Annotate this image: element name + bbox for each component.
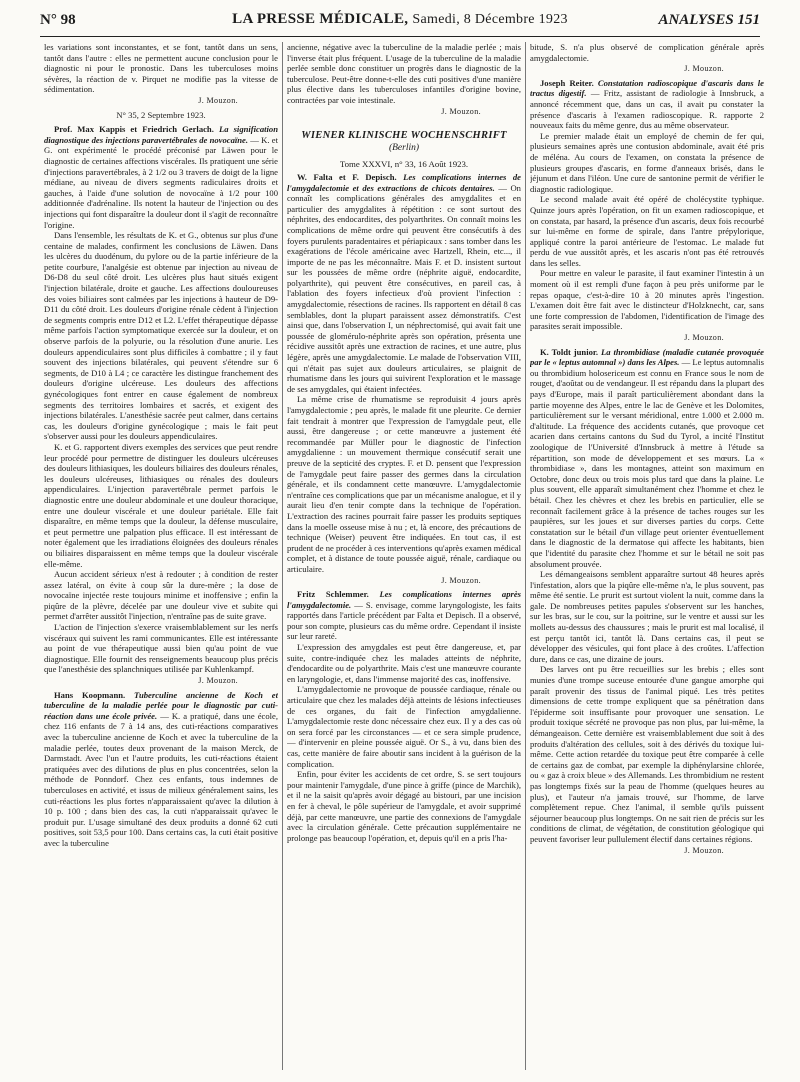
article-lead	[530, 78, 764, 131]
column-rule	[525, 42, 526, 1070]
issue-dateline: N° 35, 2 Septembre 1923.	[116, 109, 206, 120]
paragraph: — Le leptus automnalis ou thrombidium holosericeum est connu en France sous le nom de rouget, d'aoûtat ou de vendangeur. Il est répandu dans la plupart des pays d'Europe, mais il paraît particulièrement abondant dans la partie moyenne des Alpes, entre le lac de Genève et les Dolomites, particulièrement sur le versant méridional, entre 1.000 et 2.000 m. d'altitude. La fréquence des accidents cutanés, que provoque cet acarien dans certains cantons du Sud du Tyrol, a incité l'Institut zoologique de l'Université d'Innsbruck à mettre à l'étude sa répartition, son mode de développement et ses mœurs. La « thrombidiase », dans les montagnes, atteint son maximum en Octobre, donc deux ou trois mois plus tard que dans la plaine. Le plus souvent, elle apparaît simultanément chez l'homme et chez le bétail. Chez les chèvres et chez les brebis en particulier, elle se reconnaît facilement grâce à la présence de taches rouges sur les paupières, sur les joues et sur diverses parties du corps. Cette constatation sur le bétail d'un village peut orienter éventuellement dans le diagnostic de la dermatose qui affecte les habitants, bien que l'identité du parasite chez l'homme et sur le bétail ne soit pas absolument prouvée.	[530, 357, 764, 569]
paragraph: L'action de l'injection s'exerce vraisemblablement sur les nerfs viscéraux qui suivent les rami communicantes. Elle est intéressante au point de vue thérapeutique aussi bien qu'au point de vue diagnostique. Elle fournit des renseignements beaucoup plus précis que l'anesthésie des splanchniques utilisée par Kuhlenkampf.	[44, 622, 278, 675]
article-author: Hans Koopmann.	[54, 689, 126, 700]
page-header	[40, 10, 760, 37]
article-title: Les complications internes de l'amygdalectomie et des extractions de chicots dentaires.	[287, 171, 521, 193]
article-lead	[44, 690, 278, 849]
article-title: La thrombidiase (maladie cutanée provoquée par le « leptus automnal ») dans les Alpes.	[530, 346, 764, 368]
issue-dateline: Tome XXXVI, n° 33, 16 Août 1923.	[339, 159, 469, 170]
column-1	[44, 42, 278, 1072]
signature: J. Mouzon.	[441, 106, 481, 116]
paragraph: Le second malade avait été opéré de cholécystite typhique. Quinze jours après l'opération, on fit un examen radioscopique, et on constata, par hasard, la présence d'un ascaris, deux fois recourbé sur lui-même en forme de spirale, dans l'antre prépylorique, appliqué contre la paroi antérieure de l'estomac. Le malade fut perdu de vue aussitôt après, et les ascaris n'ont pas été retrouvés dans les selles.	[530, 194, 764, 268]
paragraph: Enfin, pour éviter les accidents de cet ordre, S. se sert toujours pour maintenir l'amygdale, d'une pince à griffe (pince de Marchik), et il ne la saisit qu'après avoir dégagé au bistouri, par une incision en fer à cheval, le pôle supérieur de l'amygdale, et avoir supprimé déjà, par cette manœuvre, une partie des connexions de l'amygdale avec la circulation générale. Cette précaution supplémentaire ne prolonge pas beaucoup l'opération, et, depuis qu'il en a pris l'ha-	[287, 769, 521, 843]
paragraph: bitude, S. n'a plus observé de complication générale après amygdalectomie.	[530, 42, 764, 63]
paragraph: L'expression des amygdales est peut être dangereuse, et, par suite, contre-indiquée chez les malades atteints de néphrite, d'endocardite ou de polyarthrite. Mais c'est une manœuvre courante en laryngologie, et, dans l'immense majorité des cas, inoffensive.	[287, 642, 521, 684]
masthead	[40, 11, 760, 28]
issue-date: Samedi, 8 Décembre 1923	[412, 12, 568, 27]
article-lead	[44, 124, 278, 230]
journal-heading: WIENER KLINISCHE WOCHENSCHRIFT	[301, 130, 507, 142]
article-title: La signification diagnostique des injections paravertébrales de novocaïne.	[44, 124, 278, 145]
paragraph: Dans l'ensemble, les résultats de K. et G., obtenus sur plus d'une centaine de malades, confirment les conclusions de Läwen. Dans les ulcères du duodénum, du pylore ou de la partie inférieure de la petite courbure, l'analgésie est obtenue par injection au niveau de D6-D8 du seul côté droit. Les ulcères plus haut situés exigent l'injection bilatérale, droite et gauche. Les affections douloureuses des voies biliaires sont calmées par les injections à hauteur de D9-D11 du côté droit. Les douleurs d'origine rénale cèdent à l'injection de segments compris entre D12 et L2. L'effet thérapeutique dépasse même parfois l'action symptomatique exercée sur la douleur, et on observe parfois de la polyurie, ou la résolution d'une anurie. Les douleurs appendiculaires sont plus difficiles à combattre ; il y faut souvent des injections bilatérales, qui peuvent s'étendre sur 6 segments, de D10 à L4 ; ce caractère les distingue franchement des douleurs d'origine ulcéreuse. Les douleurs des affections gynécologiques font entrer en cause également de nombreux segments des territoires lombaires et sacrés, et exigent des injections bilatérales. L'anesthésie sacrée peut calmer, dans certains cas, les douleurs d'origine gynécologique ; mais le fait peut s'observer aussi pour les douleurs appendiculaires.	[44, 230, 278, 442]
paragraph: Le premier malade était un employé de chemin de fer qui, plusieurs semaines après une contusion abdominale, avait été pris de méléna. Au cours de l'examen, on constata la présence de plusieurs groupes d'ascaris, en forme d'anneaux brisés, dans le jéjunum et dans l'iléon. Une cure de santonine permit de vérifier le diagnostic radiologique.	[530, 130, 764, 194]
article	[530, 347, 764, 857]
signature: J. Mouzon.	[441, 575, 481, 585]
article-author: Joseph Reiter.	[540, 77, 594, 88]
paragraph: Pour mettre en valeur le parasite, il faut examiner l'intestin à un moment où il est rempli d'une façon à peu près uniforme par le repas opaque, c'est-à-dire 10 à 20 minutes après l'ingestion. L'examen doit être fait avec le distincteur d'Holzknecht, car, sans une forte compression de l'abdomen, l'identification de l'image des parasites serait impossible.	[530, 268, 764, 332]
column-3	[530, 42, 764, 1072]
journal-name: LA PRESSE MÉDICALE,	[232, 11, 409, 27]
paragraph: L'amygdalectomie ne provoque de poussée cardiaque, rénale ou articulaire que chez les malades déjà atteints de lésions infectieuses de ces organes, du fait de l'infection amygdalienne. L'amygdalectomie reste donc nécessaire chez eux. Il y a des cas où on sera forcé par les circonstances — et ce sera simple prudence, — d'intervenir en pleine poussée aiguë. Or S., à vu, dans bien des cas, cette manière de faire aboutir sans incident à la guérison de la complication.	[287, 684, 521, 769]
signature: J. Mouzon.	[684, 64, 724, 74]
article-title: Constatation radioscopique d'ascaris dans le tractus digestif.	[530, 77, 764, 99]
section-label	[658, 12, 760, 29]
article-author: Fritz Schlemmer.	[297, 589, 369, 600]
page-number: N° 98	[40, 12, 76, 28]
column-rule	[282, 42, 283, 1070]
paragraph: les variations sont inconstantes, et se font, tantôt dans un sens, tantôt dans l'autre : elles ne permettent aucune conclusion pour le diagnostic ni pour le pronostic. Dans les tuberculoses moins sévères, la réaction de v. Pirquet ne modifie pas la vitesse de sédimentation.	[44, 42, 278, 95]
folio: 151	[737, 12, 760, 28]
article	[287, 172, 521, 586]
paragraph: ancienne, négative avec la tuberculine de la maladie perlée ; mais l'inverse était plus fréquent. L'usage de la tuberculine de la maladie perlée semble donc constituer un progrès dans le diagnostic de la tuberculose. Peut-être donne-t-elle des cuti positives d'une manière plus élective dans les tuberculoses infantiles d'origine bovine, contractées par voie intestinale.	[287, 42, 521, 105]
paragraph: Les démangeaisons semblent apparaître surtout 48 heures après l'infestation, alors que la piqûre elle-même n'a, le plus souvent, pas même été sentie. Le prurit est surtout violent la nuit, comme dans la gale. De nombreuses petites papules s'observent sur les hanches, sur les bras, sur le cou, sur la poitrine, sur le ventre et aussi sur les mollets au-dessus des chaussures ; mais le prurit est mal localisé, il est perçu tantôt ici, tantôt là. Dans certains cas, il peut se développer des vésicules, qui font place à des croûtes. L'affection dure, dans ce cas, une dizaine de jours.	[530, 569, 764, 664]
article-title: Tuberculine ancienne de Koch et tuberculine de la maladie perlée pour le diagnostic par cuti-réaction dans une école privée.	[44, 689, 278, 721]
paragraph: La même crise de rhumatisme se reproduisit 4 jours après l'amygdalectomie ; peu après, le malade fit une pleurite. Ce dernier fait tendrait à montrer que l'expression de l'amygdale peut, elle aussi, être dangereuse ; or cette manœuvre a justement été recommandée par Müller pour le diagnostic de l'infection amygdalienne : un mouvement thermique consécutif serait une preuve de la septicité des cryptes. F. et D. pensent que l'expression de l'amygdale peut faire passer des germes dans la circulation générale, et ils condamnent cette manœuvre. L'amygdalectomie n'entraîne ces complications que par un mécanisme analogue, et il y aurait lieu d'en tenir compte dans la technique de l'opération. L'extraction des racines pourrait faire passer les produits septiques dans la moelle osseuse mise à nu ; et, là encore, des précautions de technique (Weiser) peuvent être indiquées. En tout cas, il est prudent de ne procéder à ces interventions qu'après examen médical complet, et à distance de toute poussée aiguë, rénale, cardiaque ou articulaire.	[287, 394, 521, 574]
paragraph: — S. envisage, comme laryngologiste, les faits rapportés dans l'article précédent par Falta et Depisch. Il a observé, pour son compte, plusieurs cas du même ordre. Cependant il insiste sur leur rareté.	[287, 599, 521, 642]
signature: J. Mouzon.	[198, 95, 238, 105]
paragraph: Des larves ont pu être recueillies sur les brebis ; elles sont munies d'une trompe suceuse entourée d'une gangue amorphe qui paraît provenir des tissus de l'animal piqué. Les très petites dimensions de cette trompe expliquent que sa pénétration dans l'épiderme soit insuffisante pour provoquer une sensation. Le produit toxique sécrété ne provoque pas non plus, par lui-même, la démangeaison. Cette dernière est vraisemblablement due soit à des produits d'altération des cellules, soit à des dérivés du toxique lui-même. Cette action retardée du toxique peut être comparée à celle de certains gaz de combat, par exemple la diphénylarsine chlorée, ou « gaz à croix bleue » des Allemands. Les thrombidium ne restent pas longtemps fixés sur la peau de l'homme (quelques heures au plus), et l'auteur n'a jamais trouvé, sur l'homme, de larve complètement repue. Chez l'animal, il semble qu'ils puissent séjourner beaucoup plus longtemps. On ne sait rien de précis sur les conditions de climat, de végétation, de constitution géologique qui peuvent favoriser leur pullulement électif dans certaines régions.	[530, 664, 764, 844]
article-author: K. Toldt junior.	[540, 346, 599, 357]
paragraph: — On connaît les complications générales des amygdalites et en particulier des amygdalites à répétition : ce sont surtout des néphrites, des endocardites, des polyarthrites. On connaît moins les complications de même ordre qui peuvent être consécutifs à des foyers purulents paradentaires et périapicaux : sans tomber dans les exagérations de l'école américaine avec Hartzell, Rhein, etc..., il importe de ne pas les méconnaître. Mais F. et D. insistent surtout sur les poussées de même ordre (néphrite aiguë, endocardite, polyarthrite), qui peuvent être consécutives, en pareil cas, à l'ablation des foyers infectieux d'où provient l'infection : amygdalectomie, résections de racines. Ils rapportent en détail 8 cas semblables, dont la plupart paraissent assez démonstratifs. C'est ainsi que, dans l'observation I, un néphrectomisé, qui avait fait une poussée de glomérulo-néphrite après son opération, présenta une récidive aussitôt après une extraction de racines, et une autre, plus légère, après une amygdalectomie. Le malade de l'observation VIII, qui n'était pas sujet aux douleurs articulaires, se plaignit de rhumatisme dans les jours qui suivirent l'exploration et le massage de ses amygdales, qui étaient infectées.	[287, 182, 521, 394]
column-2	[287, 42, 521, 1072]
article-lead	[287, 589, 521, 642]
paragraph: — Fritz, assistant de radiologie à Innsbruck, a annoncé récemment que, dans un cas, il avait pu constater la présence d'ascaris à l'examen radioscopique. R. rapporte 2 nouveaux faits du même genre, dus au même observateur.	[530, 88, 764, 131]
journal-city: (Berlin)	[388, 142, 420, 153]
paragraph: — K. et G. ont expérimenté le procédé préconisé par Läwen pour le diagnostic de certaines affections viscérales. Ils pratiquent une série d'injections paravertébrales, à 2 1/2 ou 3 travers de doigt de la ligne médiane, au niveau de divers segments radiculaires droits et gauches, à l'aide d'une solution de novocaïne à 1/2 pour 100 additionnée d'adrénaline. Ils notent la hauteur de l'injection ou des injections qui font disparaître la douleur dont il s'agit de reconnaître l'origine.	[44, 134, 278, 230]
article-author: Prof. Max Kappis et Friedrich Gerlach.	[54, 124, 214, 135]
article	[530, 78, 764, 344]
section-name: ANALYSES	[658, 12, 734, 28]
signature: J. Mouzon.	[198, 676, 238, 686]
article-title: Les complications internes après l'amygdalectomie.	[287, 589, 521, 610]
article	[44, 124, 278, 686]
article	[287, 589, 521, 843]
signature: J. Mouzon.	[684, 333, 724, 343]
paragraph: — K. a pratiqué, dans une école, chez 116 enfants de 7 à 14 ans, des cuti-réactions comparatives avec la tuberculine ancienne de Koch et avec la tuberculine de la maladie perlée, toutes deux provenant de la maison Merck, de Darmstadt. Avec l'un et l'autre produits, les cuti-réactions étaient pratiquées avec des dilutions de plus en plus concentrées, selon la méthode de Ponndorf. Chez ces enfants, tous indemnes de tuberculoses en activité, et issus de milieux généralement sains, les cuti-réactions les plus fortes n'apparaissaient qu'avec la dilution à 10 p. 100 ; dans bien des cas, la cuti n'apparaissait qu'avec le produit pur. L'usage simultané des deux produits a donné 62 cuti positives, soit 53,5 pour 100. Dans certains cas, la cuti était positive avec la tuberculine	[44, 710, 278, 848]
article-lead	[530, 347, 764, 569]
signature: J. Mouzon.	[684, 845, 724, 855]
article-author: W. Falta et F. Depisch.	[297, 171, 397, 182]
paragraph: K. et G. rapportent divers exemples des services que peut rendre leur procédé pour permettre de distinguer les douleurs ulcéreuses des douleurs lithiasiques, les douleurs biliaires des douleurs rénales, les douleurs ulcéreuses, lithiasiques ou rénales des douleurs appendiculaires. L'injection paravertébrale permet parfois le diagnostic entre une douleur abdominale et une douleur thoracique, entre une douleur viscérale et une douleur pariétale. Elle fait disparaître, en même temps que la douleur, la défense musculaire, et peut permettre une palpation plus efficace. Il est intéressant de noter également que les irradiations éloignées des douleurs rénales ou biliaires disparaissent en même temps que la douleur viscérale elle-même.	[44, 441, 278, 569]
article	[44, 690, 278, 849]
paragraph: Aucun accident sérieux n'est à redouter ; à condition de rester assez latéral, on évite à coup sûr la dure-mère ; la dose de novocaïne injectée reste toujours minime et inoffensive ; enfin la piqûre de la plèvre, décelée par une douleur vive et subite qui permet d'arrêter aussitôt l'injection, n'entraîne pas de suite grave.	[44, 569, 278, 622]
article-lead	[287, 172, 521, 394]
